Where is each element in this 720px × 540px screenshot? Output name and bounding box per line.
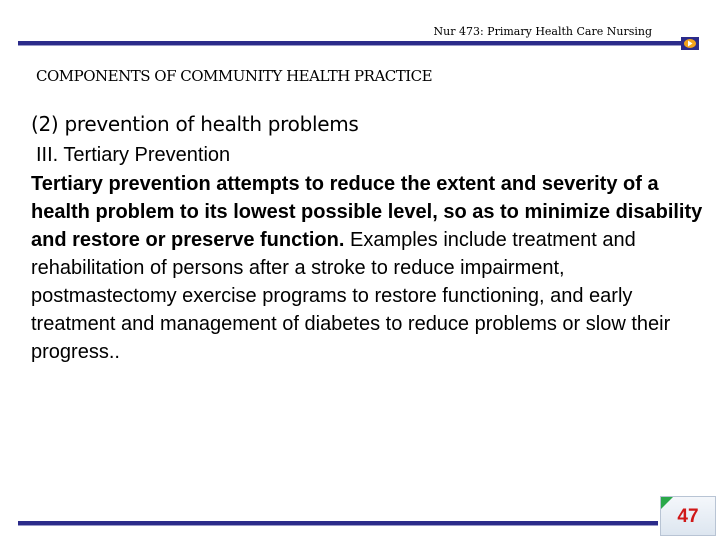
footer-rule — [18, 521, 658, 526]
section-title: COMPONENTS OF COMMUNITY HEALTH PRACTICE — [36, 67, 433, 85]
subheading: (2) prevention of health problems — [31, 112, 359, 136]
course-title: Nur 473: Primary Health Care Nursing — [433, 25, 652, 38]
level-heading: III. Tertiary Prevention — [36, 144, 231, 166]
header-rule — [18, 41, 682, 46]
page-number-box — [660, 496, 716, 536]
page-number: 47 — [677, 506, 699, 527]
examples-text: Examples include treatment and rehabilitation of persons after a stroke to reduce impairment, postmastectomy exercise programs to restore functioning, and early treatment and management of diabetes to reduce problems or slow their progress.. — [31, 229, 671, 363]
body-text — [31, 170, 703, 366]
lead-sentence: Tertiary prevention attempts to reduce the extent and severity of a health problem to its lowest possible level, so as to minimize disability and restore or preserve function. — [31, 173, 703, 251]
orange-arrow-bullet-icon — [681, 37, 699, 50]
